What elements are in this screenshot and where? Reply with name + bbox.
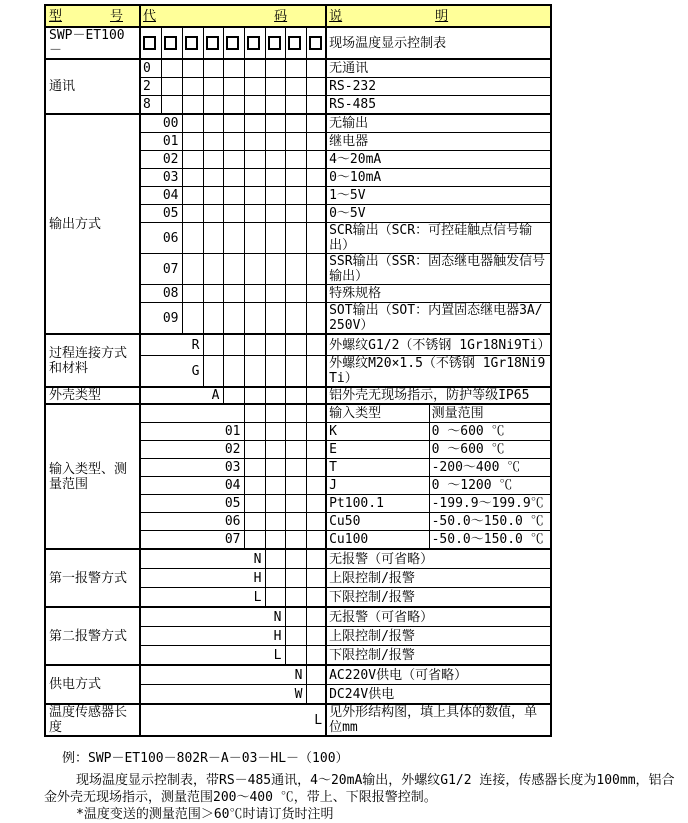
code-cell-empty xyxy=(306,513,326,531)
code-cell-empty xyxy=(244,285,265,303)
code-cell-empty xyxy=(203,334,223,356)
code-cell-empty xyxy=(285,569,306,588)
code-cell-empty xyxy=(265,78,285,96)
code-cell-empty xyxy=(306,334,326,356)
header-desc-label-right: 明 xyxy=(435,8,449,24)
code-cell-empty xyxy=(223,223,244,254)
code-cell-empty xyxy=(244,254,265,285)
code-cell-empty xyxy=(285,114,306,133)
section-label-cell: 输入类型、测量范围 xyxy=(45,404,140,549)
description-cell: RS-232 xyxy=(326,78,551,96)
code-cell-empty xyxy=(265,356,285,388)
code-cell-empty xyxy=(265,387,285,404)
code-cell-empty xyxy=(182,223,203,254)
code-value-cell: 08 xyxy=(140,285,182,303)
code-cell-empty xyxy=(244,334,265,356)
table-row xyxy=(45,334,551,356)
code-value-cell: H xyxy=(140,627,285,646)
code-cell-empty xyxy=(285,531,306,550)
code-cell-empty xyxy=(203,223,223,254)
selection-table xyxy=(44,4,552,737)
code-cell-empty xyxy=(203,169,223,187)
code-cell-empty xyxy=(306,254,326,285)
code-cell-empty xyxy=(203,151,223,169)
code-cell-empty xyxy=(285,495,306,513)
header-code-label-left: 代 xyxy=(143,8,157,24)
code-cell-empty xyxy=(285,334,306,356)
checkbox-icon xyxy=(143,36,156,50)
ordering-note: *温度变送的测量范围＞60℃时请订货时注明 xyxy=(76,807,334,822)
code-value-cell: 01 xyxy=(140,133,182,151)
measure-range-cell: 0 ～600 ℃ xyxy=(429,423,551,441)
input-type-cell: Cu50 xyxy=(326,513,429,531)
code-value-cell: 04 xyxy=(140,187,182,205)
code-cell-empty xyxy=(265,441,285,459)
code-cell-empty xyxy=(182,59,203,78)
code-value-cell: G xyxy=(140,356,203,388)
code-digit-cell xyxy=(161,27,182,59)
code-cell-empty xyxy=(203,133,223,151)
input-type-cell: Cu100 xyxy=(326,531,429,550)
code-value-cell: L xyxy=(140,704,326,736)
measure-range-cell: 0 ～1200 ℃ xyxy=(429,477,551,495)
code-cell-empty xyxy=(223,387,244,404)
table-row xyxy=(45,59,551,78)
code-cell-empty xyxy=(244,387,265,404)
section-label-cell: 第二报警方式 xyxy=(45,607,140,665)
code-value-cell: L xyxy=(140,588,265,608)
code-cell-empty xyxy=(306,78,326,96)
code-cell-empty xyxy=(265,187,285,205)
footer-notes xyxy=(44,750,688,823)
code-cell-empty xyxy=(223,285,244,303)
code-cell-empty xyxy=(306,495,326,513)
code-cell-empty xyxy=(182,205,203,223)
code-cell-empty xyxy=(306,96,326,115)
range-header-cell: 测量范围 xyxy=(429,404,551,423)
code-cell-empty xyxy=(265,59,285,78)
description-cell: 无报警（可省略） xyxy=(326,549,551,569)
code-value-cell: 02 xyxy=(140,151,182,169)
code-cell-empty xyxy=(285,549,306,569)
header-description-cell xyxy=(326,5,551,27)
section-label-cell: 输出方式 xyxy=(45,114,140,334)
table-row xyxy=(45,114,551,133)
code-cell-empty xyxy=(306,285,326,303)
code-cell-empty xyxy=(223,334,244,356)
code-cell-empty xyxy=(285,59,306,78)
input-type-cell: J xyxy=(326,477,429,495)
code-cell-empty xyxy=(306,356,326,388)
header-model-label-right: 号 xyxy=(109,8,123,24)
code-digit-cell xyxy=(223,27,244,59)
code-value-cell: 03 xyxy=(140,459,244,477)
description-cell: 1～5V xyxy=(326,187,551,205)
description-cell: 外螺纹G1/2（不锈钢 1Gr18Ni9Ti） xyxy=(326,334,551,356)
code-cell-empty xyxy=(265,588,285,608)
code-cell-empty xyxy=(285,459,306,477)
input-type-cell: T xyxy=(326,459,429,477)
code-value-cell: 02 xyxy=(140,441,244,459)
table-header-row xyxy=(45,5,551,27)
code-cell-empty xyxy=(285,423,306,441)
code-value-cell: 07 xyxy=(140,531,244,550)
code-cell-empty xyxy=(306,59,326,78)
table-row xyxy=(45,704,551,736)
code-cell-empty xyxy=(244,303,265,335)
code-cell-empty xyxy=(223,169,244,187)
code-cell-empty xyxy=(203,303,223,335)
code-cell-empty xyxy=(265,477,285,495)
code-cell-empty xyxy=(306,404,326,423)
code-cell-empty xyxy=(306,441,326,459)
code-cell-empty xyxy=(285,133,306,151)
code-cell-empty xyxy=(265,459,285,477)
code-cell-empty xyxy=(306,223,326,254)
code-cell-empty xyxy=(244,459,265,477)
code-value-cell: N xyxy=(140,665,306,685)
code-cell-empty xyxy=(285,78,306,96)
code-cell-empty xyxy=(285,356,306,388)
code-cell-empty xyxy=(265,334,285,356)
code-digit-cell xyxy=(182,27,203,59)
input-type-header-cell: 输入类型 xyxy=(326,404,429,423)
code-cell-empty xyxy=(203,78,223,96)
description-cell: RS-485 xyxy=(326,96,551,115)
code-value-cell: 8 xyxy=(140,96,161,115)
description-cell: 继电器 xyxy=(326,133,551,151)
code-cell-empty xyxy=(244,513,265,531)
code-cell-empty xyxy=(306,569,326,588)
code-cell-empty xyxy=(265,495,285,513)
description-cell: 铝外壳无现场指示，防护等级IP65 xyxy=(326,387,551,404)
code-cell-empty xyxy=(265,133,285,151)
code-cell-empty xyxy=(223,356,244,388)
code-cell-empty xyxy=(306,531,326,550)
code-value-cell: 05 xyxy=(140,205,182,223)
code-cell-empty xyxy=(285,387,306,404)
code-cell-empty xyxy=(306,387,326,404)
code-cell-empty xyxy=(265,151,285,169)
code-digit-cell xyxy=(306,27,326,59)
code-cell-empty xyxy=(285,646,306,666)
code-cell-empty xyxy=(285,205,306,223)
code-cell-empty xyxy=(203,254,223,285)
code-cell-empty xyxy=(306,588,326,608)
code-cell-empty xyxy=(182,285,203,303)
code-cell-empty xyxy=(203,356,223,388)
code-cell-empty xyxy=(306,151,326,169)
code-cell-empty xyxy=(203,205,223,223)
description-cell: 0～5V xyxy=(326,205,551,223)
code-cell-empty xyxy=(161,59,182,78)
checkbox-icon xyxy=(164,36,177,50)
code-cell-empty xyxy=(285,285,306,303)
code-value-cell: H xyxy=(140,569,265,588)
code-cell-empty xyxy=(223,133,244,151)
code-cell-empty xyxy=(306,685,326,705)
code-value-cell: 09 xyxy=(140,303,182,335)
measure-range-cell: -50.0～150.0 ℃ xyxy=(429,531,551,550)
code-cell-empty xyxy=(182,254,203,285)
code-value-cell: 04 xyxy=(140,477,244,495)
code-cell-empty xyxy=(265,531,285,550)
code-cell-empty xyxy=(285,187,306,205)
checkbox-icon xyxy=(268,36,281,50)
table-row xyxy=(45,549,551,569)
code-digit-cell xyxy=(203,27,223,59)
code-cell-empty xyxy=(285,96,306,115)
code-cell-empty xyxy=(244,441,265,459)
code-cell-empty xyxy=(306,114,326,133)
code-cell-empty xyxy=(244,78,265,96)
description-cell: 特殊规格 xyxy=(326,285,551,303)
checkbox-icon xyxy=(226,36,239,50)
code-cell-empty xyxy=(265,423,285,441)
code-cell-empty xyxy=(285,607,306,627)
code-cell-empty xyxy=(223,187,244,205)
header-code-label-right: 码 xyxy=(274,8,288,24)
code-cell-empty xyxy=(306,665,326,685)
code-cell-empty xyxy=(244,96,265,115)
code-cell-empty xyxy=(285,223,306,254)
code-cell-empty xyxy=(285,477,306,495)
code-cell-empty xyxy=(306,423,326,441)
code-cell-empty xyxy=(182,187,203,205)
code-cell-empty xyxy=(265,205,285,223)
code-cell-empty xyxy=(244,205,265,223)
code-cell-empty xyxy=(223,205,244,223)
code-cell-empty xyxy=(265,96,285,115)
model-prefix-cell: SWP－ET100－ xyxy=(45,27,140,59)
model-row xyxy=(45,27,551,59)
code-cell-empty xyxy=(223,96,244,115)
description-cell: DC24V供电 xyxy=(326,685,551,705)
code-value-cell: 0 xyxy=(140,59,161,78)
code-cell-empty xyxy=(244,169,265,187)
description-cell: SOT输出（SOT：内置固态继电器3A/250V） xyxy=(326,303,551,335)
code-value-cell: 05 xyxy=(140,495,244,513)
code-cell-empty xyxy=(223,254,244,285)
code-cell-empty xyxy=(203,187,223,205)
description-cell: 上限控制/报警 xyxy=(326,627,551,646)
code-value-cell: 07 xyxy=(140,254,182,285)
input-type-cell: E xyxy=(326,441,429,459)
description-cell: 外螺纹M20×1.5（不锈钢 1Gr18Ni9Ti） xyxy=(326,356,551,388)
code-cell-empty xyxy=(244,423,265,441)
code-cell-empty xyxy=(265,303,285,335)
section-label-cell: 过程连接方式和材料 xyxy=(45,334,140,387)
description-cell: 下限控制/报警 xyxy=(326,588,551,608)
code-cell-empty xyxy=(182,303,203,335)
section-label-cell: 温度传感器长度 xyxy=(45,704,140,736)
code-cell-empty xyxy=(306,459,326,477)
code-blank-cell xyxy=(140,404,244,423)
code-cell-empty xyxy=(182,78,203,96)
description-cell: 下限控制/报警 xyxy=(326,646,551,666)
code-cell-empty xyxy=(182,96,203,115)
description-cell: 无报警（可省略） xyxy=(326,607,551,627)
code-cell-empty xyxy=(285,513,306,531)
code-digit-cell xyxy=(140,27,161,59)
header-model-cell xyxy=(45,5,140,27)
checkbox-icon xyxy=(185,36,198,50)
description-cell: 4～20mA xyxy=(326,151,551,169)
code-cell-empty xyxy=(265,513,285,531)
code-cell-empty xyxy=(182,114,203,133)
code-value-cell: 2 xyxy=(140,78,161,96)
code-cell-empty xyxy=(265,169,285,187)
description-cell: 0～10mA xyxy=(326,169,551,187)
table-row xyxy=(45,665,551,685)
code-cell-empty xyxy=(244,114,265,133)
code-value-cell: N xyxy=(140,607,285,627)
code-cell-empty xyxy=(265,285,285,303)
code-cell-empty xyxy=(244,133,265,151)
code-cell-empty xyxy=(285,169,306,187)
model-description-cell: 现场温度显示控制表 xyxy=(326,27,551,59)
section-label-cell: 外壳类型 xyxy=(45,387,140,404)
code-value-cell: W xyxy=(140,685,306,705)
code-cell-empty xyxy=(244,223,265,254)
code-value-cell: 06 xyxy=(140,513,244,531)
code-cell-empty xyxy=(265,569,285,588)
description-cell: 上限控制/报警 xyxy=(326,569,551,588)
code-cell-empty xyxy=(306,477,326,495)
measure-range-cell: -199.9～199.9℃ xyxy=(429,495,551,513)
code-value-cell: L xyxy=(140,646,285,666)
code-value-cell: R xyxy=(140,334,203,356)
code-cell-empty xyxy=(203,114,223,133)
table-row xyxy=(45,607,551,627)
description-cell: SSR输出（SSR：固态继电器触发信号输出） xyxy=(326,254,551,285)
code-digit-cell xyxy=(285,27,306,59)
code-cell-empty xyxy=(306,205,326,223)
measure-range-cell: 0 ～600 ℃ xyxy=(429,441,551,459)
table-row xyxy=(45,404,551,423)
checkbox-icon xyxy=(206,36,219,50)
code-value-cell: 03 xyxy=(140,169,182,187)
code-cell-empty xyxy=(223,59,244,78)
code-cell-empty xyxy=(244,531,265,550)
code-cell-empty xyxy=(265,223,285,254)
description-cell: 无输出 xyxy=(326,114,551,133)
input-type-cell: K xyxy=(326,423,429,441)
checkbox-icon xyxy=(309,36,322,50)
code-digit-cell xyxy=(244,27,265,59)
measure-range-cell: -50.0～150.0 ℃ xyxy=(429,513,551,531)
code-cell-empty xyxy=(306,549,326,569)
code-cell-empty xyxy=(203,96,223,115)
code-cell-empty xyxy=(306,303,326,335)
example-description-line1: 现场温度显示控制表，带RS－485通讯，4～20mA输出，外螺纹G1/2 连接，传感器长度为100mm，铝合 xyxy=(76,773,675,788)
code-cell-empty xyxy=(285,404,306,423)
header-code-cell xyxy=(140,5,326,27)
code-cell-empty xyxy=(203,59,223,78)
code-cell-empty xyxy=(161,78,182,96)
description-cell: 无通讯 xyxy=(326,59,551,78)
code-value-cell: 00 xyxy=(140,114,182,133)
measure-range-cell: -200～400 ℃ xyxy=(429,459,551,477)
header-model-label-left: 型 xyxy=(49,8,63,24)
code-digit-cell xyxy=(265,27,285,59)
code-cell-empty xyxy=(306,627,326,646)
description-cell: 见外形结构图，填上具体的数值，单位mm xyxy=(326,704,551,736)
code-cell-empty xyxy=(306,187,326,205)
header-desc-label-left: 说 xyxy=(329,8,343,24)
section-label-cell: 通讯 xyxy=(45,59,140,114)
code-cell-empty xyxy=(285,441,306,459)
table-row xyxy=(45,387,551,404)
code-cell-empty xyxy=(244,495,265,513)
code-cell-empty xyxy=(306,169,326,187)
code-cell-empty xyxy=(265,114,285,133)
code-cell-empty xyxy=(203,285,223,303)
code-cell-empty xyxy=(285,303,306,335)
code-cell-empty xyxy=(161,96,182,115)
code-cell-empty xyxy=(223,78,244,96)
code-cell-empty xyxy=(285,151,306,169)
code-cell-empty xyxy=(285,627,306,646)
code-value-cell: A xyxy=(140,387,223,404)
checkbox-icon xyxy=(288,36,301,50)
code-cell-empty xyxy=(244,477,265,495)
example-model-line: 例：SWP－ET100－802R－A－03－HL－（100） xyxy=(62,751,349,766)
code-cell-empty xyxy=(285,588,306,608)
example-description-line2: 金外壳无现场指示，测量范围200～400 ℃，带上、下限报警控制。 xyxy=(44,790,437,805)
checkbox-icon xyxy=(247,36,260,50)
code-cell-empty xyxy=(265,549,285,569)
code-cell-empty xyxy=(306,133,326,151)
code-cell-empty xyxy=(244,59,265,78)
code-cell-empty xyxy=(265,254,285,285)
code-cell-empty xyxy=(223,151,244,169)
code-cell-empty xyxy=(223,303,244,335)
code-value-cell: 01 xyxy=(140,423,244,441)
code-cell-empty xyxy=(265,404,285,423)
code-cell-empty xyxy=(244,187,265,205)
code-cell-empty xyxy=(244,404,265,423)
code-cell-empty xyxy=(306,607,326,627)
code-cell-empty xyxy=(182,151,203,169)
code-value-cell: 06 xyxy=(140,223,182,254)
code-cell-empty xyxy=(306,646,326,666)
description-cell: AC220V供电（可省略） xyxy=(326,665,551,685)
code-cell-empty xyxy=(182,133,203,151)
code-cell-empty xyxy=(182,169,203,187)
code-cell-empty xyxy=(244,356,265,388)
code-cell-empty xyxy=(223,114,244,133)
input-type-cell: Pt100.1 xyxy=(326,495,429,513)
code-value-cell: N xyxy=(140,549,265,569)
code-cell-empty xyxy=(285,254,306,285)
section-label-cell: 供电方式 xyxy=(45,665,140,704)
description-cell: SCR输出（SCR：可控硅触点信号输出） xyxy=(326,223,551,254)
code-cell-empty xyxy=(244,151,265,169)
section-label-cell: 第一报警方式 xyxy=(45,549,140,607)
